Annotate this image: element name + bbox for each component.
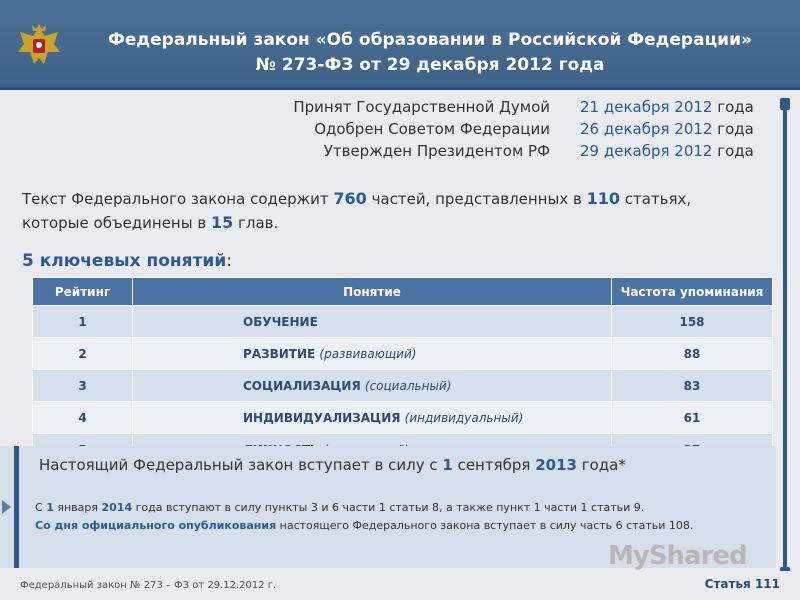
col-frequency: Частота упоминания [612, 278, 773, 306]
header-bar [0, 0, 800, 90]
chapters-count: 15 [210, 213, 234, 232]
table-row [33, 306, 773, 338]
col-rank: Рейтинг [33, 278, 133, 306]
concept-cell: СОЦИАЛИЗАЦИЯ (социальный) [133, 370, 612, 402]
adoption-date: 29 декабря 2012 года [580, 142, 754, 160]
adoption-labels [293, 96, 550, 162]
concepts-table [32, 277, 773, 466]
frequency-cell: 158 [612, 306, 773, 338]
adoption-date: 21 декабря 2012 года [580, 98, 754, 116]
rank-cell: 3 [33, 370, 133, 402]
parts-count: 760 [333, 189, 367, 208]
notice-line: Со дня официального опубликования настоящего Федерального закона вступает в силу часть 6 статьи 108. [35, 519, 694, 532]
adoption-label: Утвержден Президентом РФ [323, 142, 550, 160]
frequency-cell: 61 [612, 402, 773, 434]
frequency-cell: 83 [612, 370, 773, 402]
watermark-logo: MyShared [608, 541, 747, 571]
col-concept: Понятие [133, 278, 612, 306]
side-scroll-bar [783, 106, 787, 571]
side-bar-cap-top [780, 98, 790, 110]
concept-cell: ОБУЧЕНИЕ [133, 306, 612, 338]
frequency-cell: 88 [612, 338, 773, 370]
adoption-label: Одобрен Советом Федерации [314, 120, 550, 138]
articles-count: 110 [586, 189, 620, 208]
adoption-label: Принят Государственной Думой [293, 98, 550, 116]
table-row [33, 402, 773, 434]
rank-cell: 1 [33, 306, 133, 338]
rank-cell: 4 [33, 402, 133, 434]
table-header-row [33, 278, 773, 306]
page-subtitle: № 273-ФЗ от 29 декабря 2012 года [255, 55, 605, 75]
footer-article: Статья 111 [704, 577, 780, 591]
summary-paragraph: Текст Федерального закона содержит 760 частей, представленных в 110 статьях, которые объединены в 15 глав. [22, 189, 692, 232]
page-title: Федеральный закон «Об образовании в Российской Федерации» [108, 30, 752, 50]
notice-title: Настоящий Федеральный закон вступает в силу с 1 сентября 2013 года* [39, 456, 626, 474]
adoption-dates [580, 96, 754, 162]
table-row [33, 338, 773, 370]
coat-of-arms-icon [14, 22, 64, 68]
arrow-right-icon[interactable] [2, 500, 11, 514]
key-concepts-heading: 5 ключевых понятий: [22, 251, 232, 271]
adoption-date: 26 декабря 2012 года [580, 120, 754, 138]
table-row [33, 370, 773, 402]
notice-line: С 1 января 2014 года вступают в силу пункты 3 и 6 части 1 статьи 8, а также пункт 1 части 1 статьи 9. [35, 501, 645, 514]
concept-cell: ИНДИВИДУАЛИЗАЦИЯ (индивидуальный) [133, 402, 612, 434]
rank-cell: 2 [33, 338, 133, 370]
concept-cell: РАЗВИТИЕ (развивающий) [133, 338, 612, 370]
footer-reference: Федеральный закон № 273 – ФЗ от 29.12.2012 г. [20, 580, 277, 591]
